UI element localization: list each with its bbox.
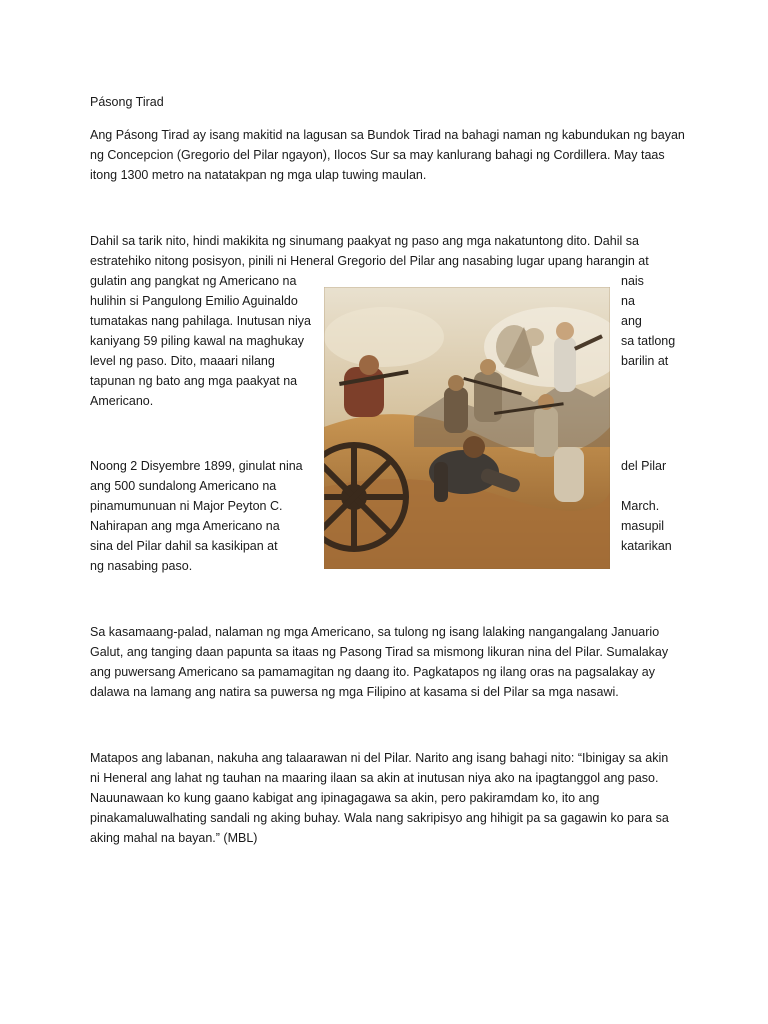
text-line: ni Heneral ang lahat ng tauhan na maaring ilaan sa akin at inutusan niya ako na ipagtanggol ang paso. xyxy=(90,771,659,785)
text-line: sa tatlong xyxy=(621,334,676,348)
text-line: Sa kasamaang-palad, nalaman ng mga Americano, sa tulong ng isang lalaking nangangalang Januario xyxy=(90,625,660,639)
text-line: level ng paso. Dito, maaari nilang xyxy=(90,354,275,368)
text-line: Galut, ang tanging daan papunta sa itaas ng Pasong Tirad sa mismong likuran nina del Pilar. Sumalakay xyxy=(90,645,669,659)
text-line: Matapos ang labanan, nakuha ang talaarawan ni del Pilar. Narito ang isang bahagi nito: “Ibinigay sa akin xyxy=(90,751,669,765)
text-line: March. xyxy=(621,499,660,513)
text-line: pinamumunuan ni Major Peyton C. xyxy=(90,499,283,513)
text-line: gulatin ang pangkat ng Americano na xyxy=(90,274,297,288)
text-line: katarikan xyxy=(621,539,672,553)
text-line: del Pilar xyxy=(621,459,667,473)
battle-painting-image xyxy=(324,287,610,569)
document-title: Pásong Tirad xyxy=(90,95,164,109)
text-line: ng Concepcion (Gregorio del Pilar ngayon), Ilocos Sur sa may kanlurang bahagi ng Cordillera. May taas xyxy=(90,148,665,162)
text-line: dalawa na lamang ang natira sa puwersa ng mga Filipino at kasama si del Pilar sa mga nasawi. xyxy=(90,685,619,699)
text-line: pinakamaluwalhating sandali ng aking buhay. Wala nang sakripisyo ang hihigit pa sa gagawin ko para sa xyxy=(90,811,669,825)
text-line: sina del Pilar dahil sa kasikipan at xyxy=(90,539,278,553)
text-line: ng nasabing paso. xyxy=(90,559,193,573)
text-line: estratehiko nitong posisyon, pinili ni Heneral Gregorio del Pilar ang nasabing lugar upang harangin at xyxy=(90,254,649,268)
text-line: Nahirapan ang mga Americano na xyxy=(90,519,280,533)
text-line: barilin at xyxy=(621,354,669,368)
text-line: Ang Pásong Tirad ay isang makitid na lagusan sa Bundok Tirad na bahagi naman ng kabundukan ng bayan xyxy=(90,128,685,142)
battle-painting-illustration xyxy=(324,287,610,569)
text-line: Americano. xyxy=(90,394,154,408)
text-line: nais xyxy=(621,274,644,288)
text-line: Dahil sa tarik nito, hindi makikita ng sinumang paakyat ng paso ang mga nakatuntong dito. Dahil sa xyxy=(90,234,639,248)
text-line: kaniyang 59 piling kawal na maghukay xyxy=(90,334,305,348)
text-line: tapunan ng bato ang mga paakyat na xyxy=(90,374,298,388)
text-line: ang puwersang Americano sa pamamagitan ng daang ito. Pagkatapos ng ilang oras na pagsalakay ay xyxy=(90,665,655,679)
text-line: hulihin si Pangulong Emilio Aguinaldo xyxy=(90,294,298,308)
text-line: aking mahal na bayan.” (MBL) xyxy=(90,831,258,845)
text-line: masupil xyxy=(621,519,665,533)
text-line: na xyxy=(621,294,635,308)
text-line: Noong 2 Disyembre 1899, ginulat nina xyxy=(90,459,303,473)
text-line: tumatakas nang pahilaga. Inutusan niya xyxy=(90,314,311,328)
text-line: ang 500 sundalong Americano na xyxy=(90,479,277,493)
text-line: Nauunawaan ko kung gaano kabigat ang ipinagagawa sa akin, pero pakiramdam ko, ito ang xyxy=(90,791,600,805)
text-line: ang xyxy=(621,314,642,328)
text-line: itong 1300 metro na natatakpan ng mga ulap tuwing maulan. xyxy=(90,168,427,182)
